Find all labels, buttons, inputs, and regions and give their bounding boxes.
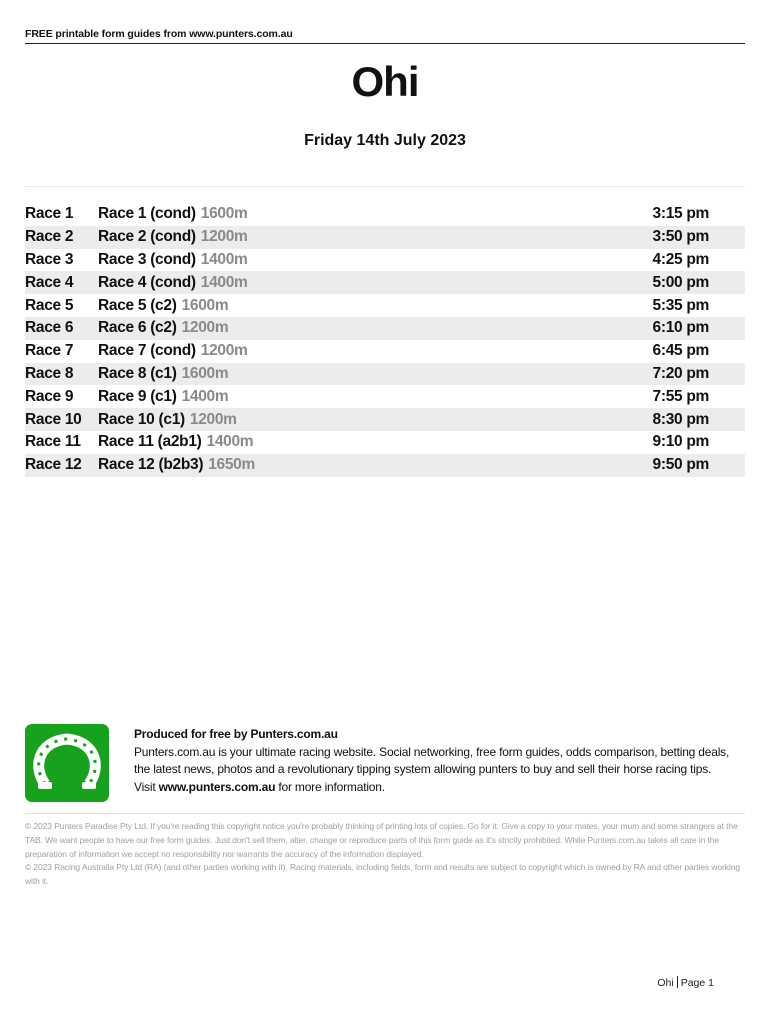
footer-separator: [677, 976, 678, 988]
race-distance: 1600m: [181, 364, 229, 382]
punters-link[interactable]: www.punters.com.au: [158, 779, 276, 794]
race-list: [25, 203, 745, 477]
footer-venue: Ohi: [657, 977, 674, 989]
race-number: Race 8: [25, 364, 74, 382]
race-name: Race 10 (c1): [98, 410, 185, 428]
race-number: Race 1: [25, 205, 74, 223]
race-row: [25, 431, 745, 454]
race-title: [98, 342, 599, 360]
race-name: Race 12 (b2b3): [98, 456, 204, 474]
header-tagline: FREE printable form guides from www.punters.com.au: [25, 28, 745, 44]
race-distance: 1600m: [200, 205, 248, 223]
race-time: 7:20 pm: [652, 364, 709, 382]
race-number: Race 12: [25, 456, 82, 474]
race-row: [25, 454, 745, 477]
race-number: Race 2: [25, 228, 74, 246]
meeting-date: Friday 14th July 2023: [304, 132, 466, 149]
race-distance: 1200m: [181, 319, 229, 337]
copyright-notice: [25, 813, 745, 889]
race-title: [98, 456, 599, 474]
race-time: 7:55 pm: [652, 387, 709, 405]
punters-logo: [25, 724, 109, 802]
race-row: [25, 294, 745, 317]
produced-visit: [134, 779, 746, 797]
race-number: Race 9: [25, 387, 74, 405]
race-distance: 1400m: [206, 433, 254, 451]
race-distance: 1400m: [200, 250, 248, 268]
produced-title: Produced for free by Punters.com.au: [134, 727, 338, 741]
race-row: [25, 226, 745, 249]
race-title: [98, 228, 599, 246]
race-distance: 1650m: [208, 456, 255, 474]
race-row: [25, 385, 745, 408]
race-row: [25, 408, 745, 431]
race-row: [25, 203, 745, 226]
race-distance: 1400m: [181, 387, 229, 405]
race-number: Race 5: [25, 296, 74, 314]
race-time: 5:35 pm: [652, 296, 709, 314]
race-name: Race 9 (c1): [98, 387, 177, 405]
race-row: [25, 340, 745, 363]
race-name: Race 3 (cond): [98, 250, 196, 268]
copyright-punters: © 2023 Punters Paradise Pty Ltd. If you're reading this copyright notice you're probably thinking of printing lots of copies. Go for it. Give a copy to your mates, your mum and some strangers at the TAB. We want people to have our free form guides. Just don't sell them, alter, change or reproduce parts of this form guide as it's strictly prohibited. While Punters.com.au takes all care in the preparation of information we accept no responsibility nor warrants the accuracy of the information displayed.: [25, 821, 738, 859]
race-title: [98, 205, 599, 223]
race-number: Race 10: [25, 410, 82, 428]
footer-page-number: Page 1: [680, 977, 714, 989]
race-distance: 1200m: [189, 410, 237, 428]
horseshoe-icon: [25, 724, 109, 802]
race-title: [98, 274, 599, 292]
race-time: 3:50 pm: [652, 228, 709, 246]
race-name: Race 11 (a2b1): [98, 433, 202, 451]
page-footer: [657, 976, 714, 989]
race-title: [98, 433, 599, 451]
visit-prefix: Visit: [134, 779, 159, 794]
produced-body: Punters.com.au is your ultimate racing website. Social networking, free form guides, odds comparison, betting deals, the latest news, photos and a revolutionary tipping system allowing punters to buy and sell their horse racing tips.: [134, 744, 730, 776]
race-name: Race 1 (cond): [98, 205, 196, 223]
race-title: [98, 297, 599, 315]
race-time: 5:00 pm: [652, 273, 709, 291]
race-name: Race 5 (c2): [98, 296, 177, 314]
race-name: Race 7 (cond): [98, 342, 196, 360]
race-distance: 1400m: [200, 273, 248, 291]
venue-title: Ohi: [351, 58, 419, 105]
race-title: [98, 365, 599, 383]
race-row: [25, 317, 745, 340]
visit-suffix: for more information.: [275, 779, 385, 794]
race-number: Race 4: [25, 273, 74, 291]
race-name: Race 8 (c1): [98, 364, 177, 382]
race-time: 9:10 pm: [652, 433, 709, 451]
divider: [25, 186, 745, 187]
race-name: Race 4 (cond): [98, 273, 196, 291]
race-title: [98, 319, 599, 337]
race-number: Race 7: [25, 342, 74, 360]
race-time: 8:30 pm: [652, 410, 709, 428]
race-title: [98, 388, 599, 406]
race-title: [98, 251, 599, 269]
race-number: Race 11: [25, 433, 81, 451]
race-distance: 1200m: [200, 342, 248, 360]
race-row: [25, 249, 745, 272]
race-name: Race 6 (c2): [98, 319, 177, 337]
race-time: 6:10 pm: [652, 319, 709, 337]
race-distance: 1200m: [200, 228, 248, 246]
race-time: 6:45 pm: [652, 342, 709, 360]
race-title: [98, 411, 599, 429]
race-row: [25, 363, 745, 386]
copyright-racing-australia: © 2023 Racing Australia Pty Ltd (RA) (and other parties working with it). Racing materials, including fields, form and results are subject to copyright which is owned by RA and other parties working with it.: [25, 862, 740, 887]
race-number: Race 3: [25, 250, 74, 268]
race-distance: 1600m: [181, 296, 229, 314]
race-time: 4:25 pm: [652, 250, 709, 268]
race-time: 9:50 pm: [652, 456, 709, 474]
race-row: [25, 271, 745, 294]
produced-info: [134, 726, 746, 796]
race-time: 3:15 pm: [652, 205, 709, 223]
race-number: Race 6: [25, 319, 74, 337]
race-name: Race 2 (cond): [98, 228, 196, 246]
